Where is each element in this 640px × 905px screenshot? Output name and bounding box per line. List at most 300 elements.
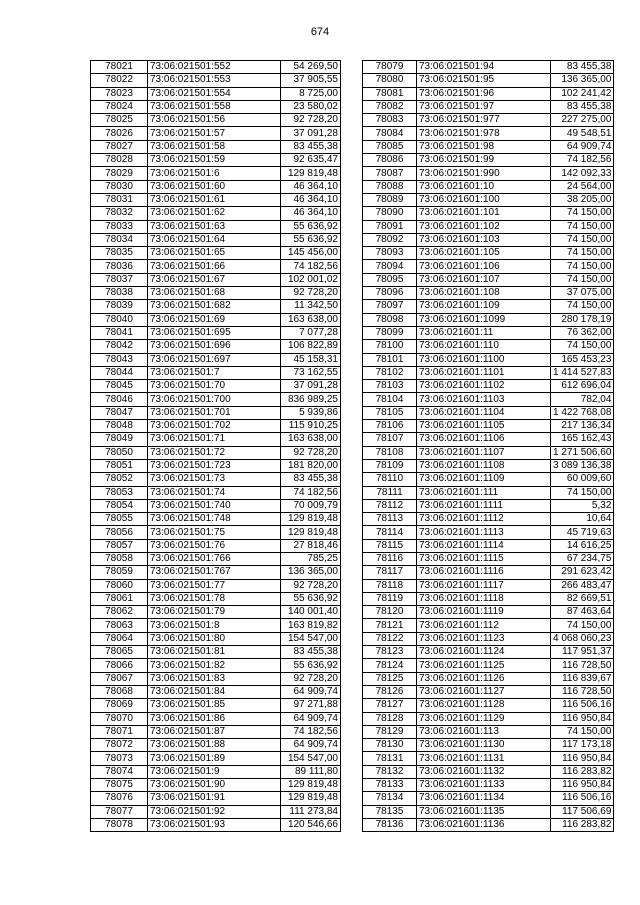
- cadastral-number-cell: 73:06:021501:61: [148, 193, 281, 206]
- value-cell: 54 269,50: [281, 61, 341, 74]
- row-number-cell: 78025: [91, 114, 148, 127]
- table-row: [363, 87, 614, 100]
- cadastral-number-cell: 73:06:021501:95: [417, 74, 551, 87]
- row-number-cell: 78100: [363, 340, 417, 353]
- cadastral-number-cell: 73:06:021501:76: [148, 539, 281, 552]
- row-number-cell: 78032: [91, 207, 148, 220]
- value-cell: 227 275,00: [551, 114, 614, 127]
- table-row: [91, 74, 341, 87]
- value-cell: 145 456,00: [281, 247, 341, 260]
- row-number-cell: 78078: [91, 818, 148, 831]
- table-row: [91, 765, 341, 778]
- table-row: [91, 61, 341, 74]
- value-cell: 120 546,66: [281, 818, 341, 831]
- cadastral-number-cell: 73:06:021501:79: [148, 606, 281, 619]
- cadastral-number-cell: 73:06:021601:107: [417, 273, 551, 286]
- cadastral-number-cell: 73:06:021601:1116: [417, 566, 551, 579]
- value-cell: 92 728,20: [281, 114, 341, 127]
- value-cell: 55 636,92: [281, 233, 341, 246]
- table-row: [363, 100, 614, 113]
- value-cell: 83 455,38: [551, 100, 614, 113]
- table-row: [363, 393, 614, 406]
- row-number-cell: 78136: [363, 818, 417, 831]
- cadastral-number-cell: 73:06:021601:112: [417, 619, 551, 632]
- row-number-cell: 78096: [363, 287, 417, 300]
- row-number-cell: 78113: [363, 513, 417, 526]
- row-number-cell: 78055: [91, 513, 148, 526]
- table-row: [363, 287, 614, 300]
- cadastral-number-cell: 73:06:021601:1107: [417, 446, 551, 459]
- value-cell: 117 951,37: [551, 646, 614, 659]
- row-number-cell: 78115: [363, 539, 417, 552]
- value-cell: 92 728,20: [281, 446, 341, 459]
- cadastral-number-cell: 73:06:021501:73: [148, 473, 281, 486]
- table-row: [91, 353, 341, 366]
- table-row: [91, 632, 341, 645]
- row-number-cell: 78118: [363, 579, 417, 592]
- cadastral-number-cell: 73:06:021501:90: [148, 779, 281, 792]
- cadastral-number-cell: 73:06:021501:553: [148, 74, 281, 87]
- cadastral-number-cell: 73:06:021601:1131: [417, 752, 551, 765]
- table-row: [363, 632, 614, 645]
- cadastral-number-cell: 73:06:021601:103: [417, 233, 551, 246]
- value-cell: 181 820,00: [281, 459, 341, 472]
- value-cell: 102 241,42: [551, 87, 614, 100]
- value-cell: 154 547,00: [281, 752, 341, 765]
- row-number-cell: 78123: [363, 646, 417, 659]
- table-row: [91, 366, 341, 379]
- table-row: [91, 233, 341, 246]
- value-cell: 74 182,56: [281, 486, 341, 499]
- value-cell: 74 150,00: [551, 725, 614, 738]
- value-cell: 83 455,38: [551, 61, 614, 74]
- row-number-cell: 78114: [363, 526, 417, 539]
- row-number-cell: 78046: [91, 393, 148, 406]
- cadastral-number-cell: 73:06:021601:105: [417, 247, 551, 260]
- value-cell: 106 822,89: [281, 340, 341, 353]
- table-row: [91, 260, 341, 273]
- table-row: [363, 566, 614, 579]
- row-number-cell: 78128: [363, 712, 417, 725]
- table-row: [363, 579, 614, 592]
- table-row: [91, 646, 341, 659]
- cadastral-number-cell: 73:06:021501:75: [148, 526, 281, 539]
- cadastral-number-cell: 73:06:021601:1126: [417, 672, 551, 685]
- table-row: [363, 340, 614, 353]
- row-number-cell: 78050: [91, 446, 148, 459]
- row-number-cell: 78083: [363, 114, 417, 127]
- cadastral-number-cell: 73:06:021601:1117: [417, 579, 551, 592]
- row-number-cell: 78045: [91, 380, 148, 393]
- table-row: [363, 513, 614, 526]
- table-row: [91, 300, 341, 313]
- table-row: [363, 406, 614, 419]
- value-cell: 116 728,50: [551, 659, 614, 672]
- row-number-cell: 78044: [91, 366, 148, 379]
- value-cell: 24 564,00: [551, 180, 614, 193]
- cadastral-number-cell: 73:06:021501:69: [148, 313, 281, 326]
- table-row: [363, 685, 614, 698]
- cadastral-number-cell: 73:06:021501:78: [148, 592, 281, 605]
- table-row: [91, 513, 341, 526]
- table-row: [363, 61, 614, 74]
- cadastral-number-cell: 73:06:021501:68: [148, 287, 281, 300]
- row-number-cell: 78039: [91, 300, 148, 313]
- row-number-cell: 78101: [363, 353, 417, 366]
- cadastral-number-cell: 73:06:021601:111: [417, 486, 551, 499]
- cadastral-number-cell: 73:06:021501:63: [148, 220, 281, 233]
- table-row: [363, 353, 614, 366]
- value-cell: 83 455,38: [281, 473, 341, 486]
- row-number-cell: 78102: [363, 366, 417, 379]
- cadastral-number-cell: 73:06:021501:554: [148, 87, 281, 100]
- table-row: [91, 592, 341, 605]
- table-row: [91, 340, 341, 353]
- table-row: [363, 672, 614, 685]
- value-cell: 154 547,00: [281, 632, 341, 645]
- row-number-cell: 78066: [91, 659, 148, 672]
- value-cell: 1 271 506,60: [551, 446, 614, 459]
- page-number: 674: [310, 26, 330, 38]
- cadastral-number-cell: 73:06:021501:57: [148, 127, 281, 140]
- row-number-cell: 78127: [363, 699, 417, 712]
- row-number-cell: 78089: [363, 193, 417, 206]
- row-number-cell: 78112: [363, 499, 417, 512]
- value-cell: 74 150,00: [551, 247, 614, 260]
- value-cell: 116 839,67: [551, 672, 614, 685]
- cadastral-number-cell: 73:06:021601:1112: [417, 513, 551, 526]
- table-row: [363, 592, 614, 605]
- table-row: [91, 552, 341, 565]
- cadastral-number-cell: 73:06:021601:1125: [417, 659, 551, 672]
- value-cell: 46 364,10: [281, 207, 341, 220]
- table-row: [91, 459, 341, 472]
- cadastral-number-cell: 73:06:021501:99: [417, 154, 551, 167]
- cadastral-number-cell: 73:06:021501:766: [148, 552, 281, 565]
- value-cell: 74 150,00: [551, 260, 614, 273]
- table-row: [363, 818, 614, 831]
- table-row: [91, 406, 341, 419]
- value-cell: 46 364,10: [281, 193, 341, 206]
- table-row: [363, 739, 614, 752]
- value-cell: 55 636,92: [281, 659, 341, 672]
- row-number-cell: 78060: [91, 579, 148, 592]
- value-cell: 7 077,28: [281, 326, 341, 339]
- value-cell: 82 669,51: [551, 592, 614, 605]
- cadastral-number-cell: 73:06:021501:682: [148, 300, 281, 313]
- cadastral-number-cell: 73:06:021601:100: [417, 193, 551, 206]
- row-number-cell: 78075: [91, 779, 148, 792]
- table-row: [91, 779, 341, 792]
- row-number-cell: 78106: [363, 420, 417, 433]
- cadastral-number-cell: 73:06:021601:1128: [417, 699, 551, 712]
- row-number-cell: 78043: [91, 353, 148, 366]
- value-cell: 5,32: [551, 499, 614, 512]
- cadastral-number-cell: 73:06:021501:96: [417, 87, 551, 100]
- value-cell: 92 728,20: [281, 672, 341, 685]
- value-cell: 117 173,18: [551, 739, 614, 752]
- value-cell: 74 150,00: [551, 207, 614, 220]
- row-number-cell: 78061: [91, 592, 148, 605]
- value-cell: 782,04: [551, 393, 614, 406]
- table-row: [91, 167, 341, 180]
- value-cell: 116 506,16: [551, 699, 614, 712]
- value-cell: 55 636,92: [281, 220, 341, 233]
- row-number-cell: 78056: [91, 526, 148, 539]
- cadastral-number-cell: 73:06:021501:723: [148, 459, 281, 472]
- table-row: [91, 699, 341, 712]
- row-number-cell: 78109: [363, 459, 417, 472]
- cadastral-number-cell: 73:06:021501:77: [148, 579, 281, 592]
- cadastral-number-cell: 73:06:021601:1108: [417, 459, 551, 472]
- value-cell: 83 455,38: [281, 646, 341, 659]
- row-number-cell: 78021: [91, 61, 148, 74]
- table-row: [363, 725, 614, 738]
- cadastral-number-cell: 73:06:021501:82: [148, 659, 281, 672]
- cadastral-number-cell: 73:06:021501:70: [148, 380, 281, 393]
- cadastral-number-cell: 73:06:021501:696: [148, 340, 281, 353]
- cadastral-number-cell: 73:06:021501:64: [148, 233, 281, 246]
- row-number-cell: 78098: [363, 313, 417, 326]
- table-row: [363, 433, 614, 446]
- cadastral-number-cell: 73:06:021601:1101: [417, 366, 551, 379]
- value-cell: 291 623,42: [551, 566, 614, 579]
- row-number-cell: 78028: [91, 154, 148, 167]
- value-cell: 163 819,82: [281, 619, 341, 632]
- table-row: [363, 74, 614, 87]
- cadastral-number-cell: 73:06:021501:66: [148, 260, 281, 273]
- value-cell: 49 548,51: [551, 127, 614, 140]
- row-number-cell: 78129: [363, 725, 417, 738]
- cadastral-number-cell: 73:06:021601:110: [417, 340, 551, 353]
- row-number-cell: 78120: [363, 606, 417, 619]
- value-cell: 70 009,79: [281, 499, 341, 512]
- table-row: [363, 486, 614, 499]
- value-cell: 92 728,20: [281, 579, 341, 592]
- value-cell: 116 950,84: [551, 752, 614, 765]
- cadastral-number-cell: 73:06:021601:1133: [417, 779, 551, 792]
- table-row: [363, 233, 614, 246]
- value-cell: 74 150,00: [551, 220, 614, 233]
- cadastral-number-cell: 73:06:021501:67: [148, 273, 281, 286]
- row-number-cell: 78094: [363, 260, 417, 273]
- cadastral-number-cell: 73:06:021601:10: [417, 180, 551, 193]
- row-number-cell: 78125: [363, 672, 417, 685]
- value-cell: 60 009,60: [551, 473, 614, 486]
- table-row: [363, 260, 614, 273]
- table-row: [91, 725, 341, 738]
- row-number-cell: 78037: [91, 273, 148, 286]
- table-row: [363, 313, 614, 326]
- cadastral-number-cell: 73:06:021501:58: [148, 140, 281, 153]
- value-cell: 165 162,43: [551, 433, 614, 446]
- table-row: [363, 420, 614, 433]
- table-row: [363, 220, 614, 233]
- cadastral-number-cell: 73:06:021601:1115: [417, 552, 551, 565]
- row-number-cell: 78133: [363, 779, 417, 792]
- cadastral-number-cell: 73:06:021601:1135: [417, 805, 551, 818]
- value-cell: 64 909,74: [551, 140, 614, 153]
- value-cell: 38 205,00: [551, 193, 614, 206]
- value-cell: 129 819,48: [281, 526, 341, 539]
- value-cell: 136 365,00: [281, 566, 341, 579]
- table-row: [363, 459, 614, 472]
- cadastral-number-cell: 73:06:021501:767: [148, 566, 281, 579]
- cadastral-number-cell: 73:06:021601:1136: [417, 818, 551, 831]
- cadastral-number-cell: 73:06:021501:8: [148, 619, 281, 632]
- table-row: [363, 792, 614, 805]
- row-number-cell: 78023: [91, 87, 148, 100]
- table-row: [363, 699, 614, 712]
- cadastral-number-cell: 73:06:021501:700: [148, 393, 281, 406]
- cadastral-number-cell: 73:06:021601:1123: [417, 632, 551, 645]
- row-number-cell: 78077: [91, 805, 148, 818]
- cadastral-number-cell: 73:06:021501:81: [148, 646, 281, 659]
- value-cell: 280 178,19: [551, 313, 614, 326]
- value-cell: 111 273,84: [281, 805, 341, 818]
- cadastral-number-cell: 73:06:021501:697: [148, 353, 281, 366]
- value-cell: 129 819,48: [281, 792, 341, 805]
- row-number-cell: 78057: [91, 539, 148, 552]
- row-number-cell: 78105: [363, 406, 417, 419]
- cadastral-number-cell: 73:06:021601:1105: [417, 420, 551, 433]
- table-row: [91, 140, 341, 153]
- row-number-cell: 78091: [363, 220, 417, 233]
- value-cell: 74 150,00: [551, 300, 614, 313]
- table-row: [363, 207, 614, 220]
- cadastral-number-cell: 73:06:021601:1118: [417, 592, 551, 605]
- row-number-cell: 78082: [363, 100, 417, 113]
- cadastral-number-cell: 73:06:021501:84: [148, 685, 281, 698]
- row-number-cell: 78134: [363, 792, 417, 805]
- table-row: [363, 552, 614, 565]
- cadastral-number-cell: 73:06:021501:9: [148, 765, 281, 778]
- value-cell: 76 362,00: [551, 326, 614, 339]
- cadastral-number-cell: 73:06:021601:11: [417, 326, 551, 339]
- cadastral-number-cell: 73:06:021501:978: [417, 127, 551, 140]
- table-row: [91, 180, 341, 193]
- cadastral-value-table-left: [90, 60, 341, 832]
- value-cell: 129 819,48: [281, 779, 341, 792]
- row-number-cell: 78051: [91, 459, 148, 472]
- cadastral-number-cell: 73:06:021601:1132: [417, 765, 551, 778]
- row-number-cell: 78119: [363, 592, 417, 605]
- table-row: [363, 765, 614, 778]
- value-cell: 102 001,02: [281, 273, 341, 286]
- row-number-cell: 78071: [91, 725, 148, 738]
- cadastral-number-cell: 73:06:021501:92: [148, 805, 281, 818]
- table-row: [363, 193, 614, 206]
- table-row: [363, 779, 614, 792]
- row-number-cell: 78084: [363, 127, 417, 140]
- table-row: [91, 313, 341, 326]
- cadastral-number-cell: 73:06:021501:977: [417, 114, 551, 127]
- value-cell: 165 453,23: [551, 353, 614, 366]
- row-number-cell: 78035: [91, 247, 148, 260]
- cadastral-number-cell: 73:06:021501:86: [148, 712, 281, 725]
- row-number-cell: 78059: [91, 566, 148, 579]
- table-row: [363, 273, 614, 286]
- row-number-cell: 78054: [91, 499, 148, 512]
- row-number-cell: 78092: [363, 233, 417, 246]
- table-row: [363, 114, 614, 127]
- value-cell: 163 638,00: [281, 433, 341, 446]
- row-number-cell: 78029: [91, 167, 148, 180]
- cadastral-number-cell: 73:06:021601:102: [417, 220, 551, 233]
- table-row: [91, 659, 341, 672]
- table-row: [91, 380, 341, 393]
- row-number-cell: 78031: [91, 193, 148, 206]
- table-row: [363, 127, 614, 140]
- row-number-cell: 78132: [363, 765, 417, 778]
- value-cell: 74 150,00: [551, 233, 614, 246]
- row-number-cell: 78131: [363, 752, 417, 765]
- table-row: [91, 619, 341, 632]
- row-number-cell: 78040: [91, 313, 148, 326]
- row-number-cell: 78058: [91, 552, 148, 565]
- row-number-cell: 78070: [91, 712, 148, 725]
- table-row: [91, 579, 341, 592]
- value-cell: 116 950,84: [551, 712, 614, 725]
- cadastral-number-cell: 73:06:021501:98: [417, 140, 551, 153]
- table-row: [91, 752, 341, 765]
- row-number-cell: 78052: [91, 473, 148, 486]
- table-row: [363, 154, 614, 167]
- row-number-cell: 78080: [363, 74, 417, 87]
- row-number-cell: 78076: [91, 792, 148, 805]
- table-row: [91, 672, 341, 685]
- value-cell: 5 939,86: [281, 406, 341, 419]
- table-row: [363, 712, 614, 725]
- table-row: [91, 100, 341, 113]
- value-cell: 67 234,75: [551, 552, 614, 565]
- table-row: [363, 380, 614, 393]
- row-number-cell: 78121: [363, 619, 417, 632]
- table-row: [363, 805, 614, 818]
- cadastral-number-cell: 73:06:021501:552: [148, 61, 281, 74]
- cadastral-number-cell: 73:06:021501:71: [148, 433, 281, 446]
- cadastral-number-cell: 73:06:021501:558: [148, 100, 281, 113]
- table-row: [91, 566, 341, 579]
- value-cell: 74 182,56: [551, 154, 614, 167]
- row-number-cell: 78111: [363, 486, 417, 499]
- value-cell: 116 728,50: [551, 685, 614, 698]
- table-row: [363, 752, 614, 765]
- cadastral-number-cell: 73:06:021501:990: [417, 167, 551, 180]
- table-row: [91, 792, 341, 805]
- row-number-cell: 78081: [363, 87, 417, 100]
- value-cell: 10,64: [551, 513, 614, 526]
- table-row: [363, 619, 614, 632]
- table-row: [91, 114, 341, 127]
- row-number-cell: 78063: [91, 619, 148, 632]
- value-cell: 23 580,02: [281, 100, 341, 113]
- cadastral-number-cell: 73:06:021601:1103: [417, 393, 551, 406]
- value-cell: 37 091,28: [281, 380, 341, 393]
- value-cell: 74 150,00: [551, 486, 614, 499]
- value-cell: 117 506,69: [551, 805, 614, 818]
- cadastral-number-cell: 73:06:021601:1134: [417, 792, 551, 805]
- row-number-cell: 78062: [91, 606, 148, 619]
- cadastral-number-cell: 73:06:021501:748: [148, 513, 281, 526]
- table-row: [91, 433, 341, 446]
- value-cell: 129 819,48: [281, 167, 341, 180]
- value-cell: 74 150,00: [551, 273, 614, 286]
- value-cell: 4 068 060,23: [551, 632, 614, 645]
- table-row: [91, 87, 341, 100]
- row-number-cell: 78095: [363, 273, 417, 286]
- row-number-cell: 78117: [363, 566, 417, 579]
